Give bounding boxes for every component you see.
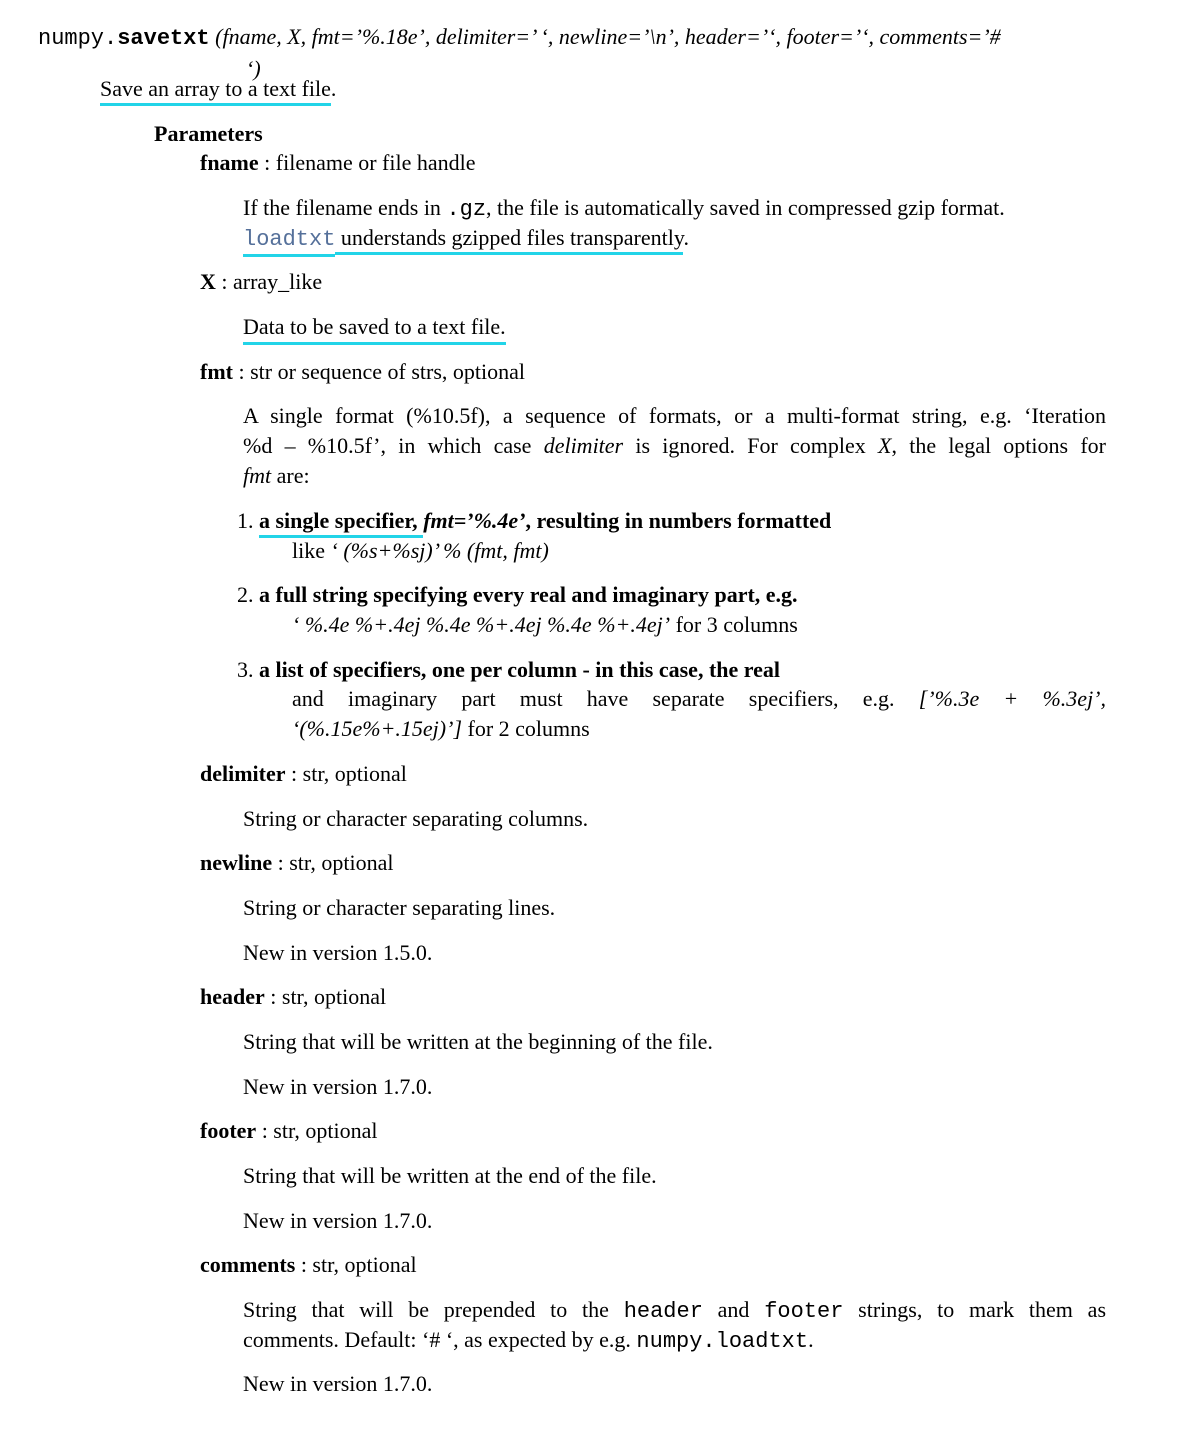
list-item: 2. a full string specifying every real and imaginary part, e.g. [237,582,798,607]
footer-desc: String that will be written at the end of the file. [243,1163,657,1188]
newline-version: New in version 1.5.0. [243,940,433,965]
header-version: New in version 1.7.0. [243,1074,433,1099]
numpy-loadtxt-code: numpy.loadtxt [636,1329,809,1354]
param-name: fmt [200,359,233,384]
param-name: delimiter [200,761,286,786]
summary: Save an array to a text file. [100,76,336,102]
list-item-cont: and imaginary part must have separate specifiers, e.g. [’%.3e + %.3ej’, [292,686,1107,711]
param-type: : str, optional [264,984,387,1009]
list-item: 1. a single specifier, fmt=’%.4e’, resulting in numbers formatted [237,508,831,534]
param-name: X [200,269,216,294]
header-code: header [623,1299,703,1324]
footer-code: footer [764,1299,844,1324]
function-signature [38,24,1001,52]
param-name: header [200,984,265,1009]
fname-desc-line1: If the filename ends in .gz, the file is automatically saved in compressed gzip format. [243,195,1005,222]
fname-desc-line2: loadtxt understands gzipped files transparently. [243,225,689,253]
gz-code: .gz [446,197,487,222]
list-item: 3. a list of specifiers, one per column - in this case, the real [237,657,781,682]
fmt-desc-line1: A single format (%10.5f), a sequence of formats, or a multi-format string, e.g. ‘Iteration [243,403,1106,428]
param-fname [200,150,476,176]
param-X [200,269,322,295]
param-delimiter [200,761,407,787]
param-newline [200,850,393,876]
signature-args-cont: ‘) [246,56,261,81]
comments-desc-line2: comments. Default: ‘# ‘, as expected by e.g. numpy.loadtxt. [243,1327,814,1354]
summary-text: Save an array to a text file [100,76,331,106]
param-type: : str, optional [285,761,407,786]
list-item-cont: ‘ %.4e %+.4ej %.4e %+.4ej %.4e %+.4ej’ for 3 columns [292,612,798,637]
param-type: : str, optional [295,1252,417,1277]
X-desc: Data to be saved to a text file. [243,314,506,345]
module-name: numpy. [38,26,118,51]
loadtxt-link[interactable]: loadtxt [243,227,335,257]
param-header [200,984,386,1010]
footer-version: New in version 1.7.0. [243,1208,433,1233]
list-item-cont: ‘(%.15e%+.15ej)’] for 2 columns [292,716,590,741]
signature-args: (fname, X, fmt=’%.18e’, delimiter=’ ‘, newline=’\n’, header=’‘, footer=’‘, comments=’# [215,24,1001,49]
fmt-desc-line2: %d – %10.5f’, in which case delimiter is ignored. For complex X, the legal options for [243,433,1106,458]
param-name: newline [200,850,273,875]
param-fmt [200,359,525,385]
param-type: : str, optional [272,850,394,875]
param-name: fname [200,150,259,175]
param-comments [200,1252,417,1278]
comments-desc-line1: String that will be prepended to the header and footer strings, to mark them as [243,1297,1106,1324]
header-desc: String that will be written at the beginning of the file. [243,1029,713,1054]
param-type: : filename or file handle [258,150,476,175]
newline-desc: String or character separating lines. [243,895,556,920]
fmt-desc-line3: fmt are: [243,463,310,488]
param-footer [200,1118,378,1144]
param-type: : str, optional [256,1118,378,1143]
list-number: 1. [237,508,254,533]
param-name: comments [200,1252,296,1277]
list-number: 2. [237,582,254,607]
list-item-cont: like ‘ (%s+%sj)’ % (fmt, fmt) [292,538,549,563]
parameters-heading: Parameters [154,121,263,146]
list-number: 3. [237,657,254,682]
comments-version: New in version 1.7.0. [243,1371,433,1396]
delimiter-desc: String or character separating columns. [243,806,589,831]
param-type: : array_like [215,269,323,294]
param-type: : str or sequence of strs, optional [232,359,526,384]
param-name: footer [200,1118,257,1143]
function-name: savetxt [117,26,210,51]
